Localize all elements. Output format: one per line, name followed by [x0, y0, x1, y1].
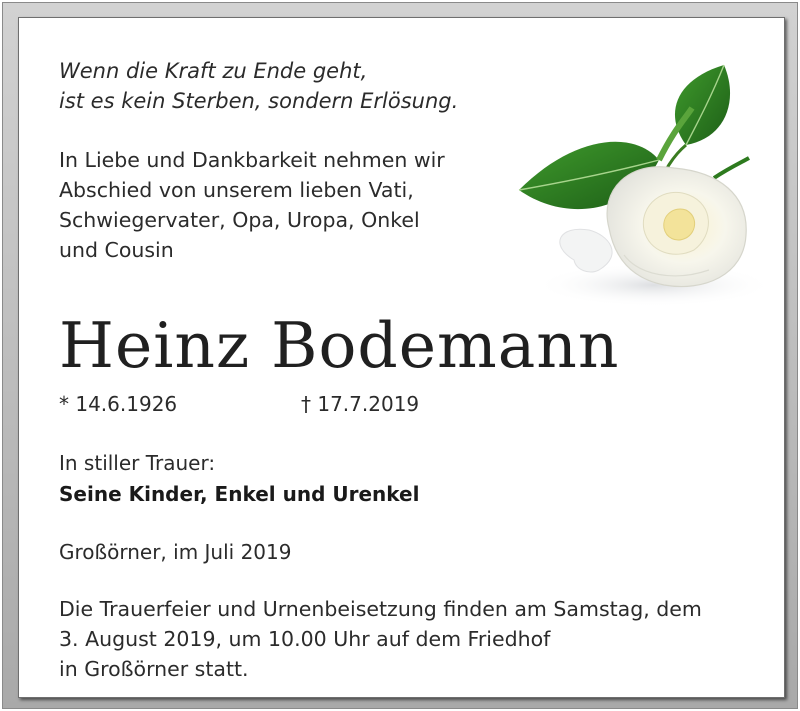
intro-line-1: In Liebe und Dankbarkeit nehmen wir: [59, 148, 445, 172]
intro-line-2: Abschied von unserem lieben Vati,: [59, 178, 414, 202]
intro-line-3: Schwiegervater, Opa, Uropa, Onkel: [59, 208, 420, 232]
ceremony-info: [59, 594, 702, 684]
ceremony-line-1: Die Trauerfeier und Urnenbeisetzung finden am Samstag, dem: [59, 597, 702, 621]
motto: [59, 56, 458, 116]
birth-date: * 14.6.1926: [59, 392, 178, 416]
mourners-names: Seine Kinder, Enkel und Urenkel: [59, 482, 420, 506]
motto-line-2: ist es kein Sterben, sondern Erlösung.: [59, 89, 459, 113]
motto-line-1: Wenn die Kraft zu Ende geht,: [59, 59, 368, 83]
intro-text: [59, 145, 445, 265]
place-date: Großörner, im Juli 2019: [59, 540, 292, 564]
death-date: † 17.7.2019: [301, 392, 420, 416]
intro-line-4: und Cousin: [59, 238, 174, 262]
obituary-notice: [18, 17, 785, 698]
notice-frame: [2, 2, 798, 709]
ceremony-line-3: in Großörner statt.: [59, 657, 249, 681]
mourning-intro: In stiller Trauer:: [59, 451, 216, 475]
ceremony-line-2: 3. August 2019, um 10.00 Uhr auf dem Friedhof: [59, 627, 551, 651]
white-rose-image: [514, 60, 774, 310]
deceased-name: Heinz Bodemann: [59, 309, 620, 382]
